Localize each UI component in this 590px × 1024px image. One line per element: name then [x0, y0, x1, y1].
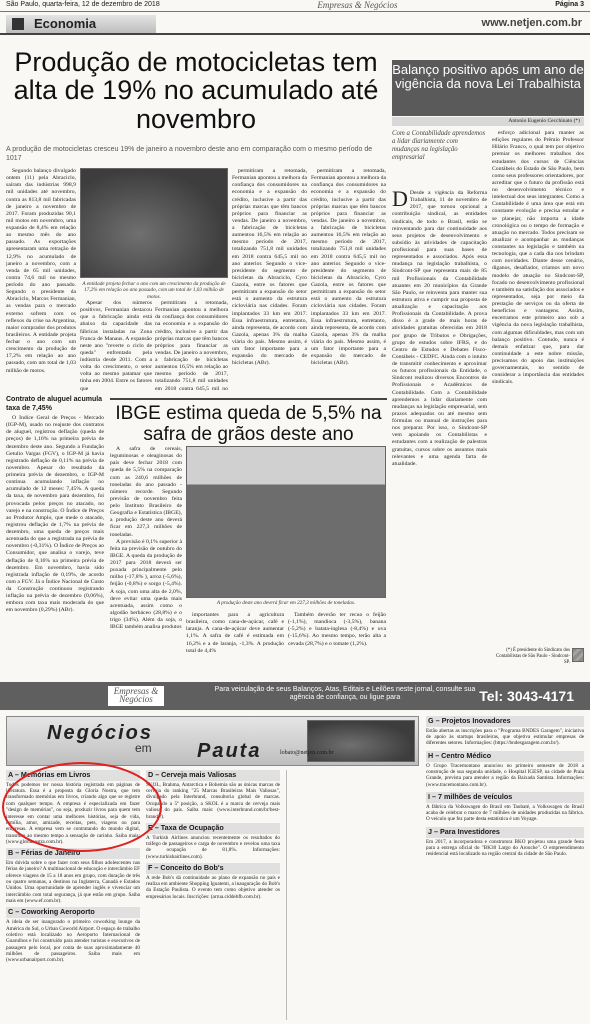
main-col-3a [155, 300, 228, 393]
pauta-item-title: C – Coworking Aeroporto [6, 907, 140, 918]
harvest-photo [186, 446, 386, 598]
pauta-item-title: E – Taxa de Ocupação [146, 823, 280, 834]
pauta-item-text: A ideia de ser inaugurado o primeiro coworking lounge da América do Sul, o Urban Coworld Airport. O espaço de trabalho coletivo está localizado no Aeroporto Internacional de Guarulhos e foi construído para atender turistas e executivos de passagem pelo local, por conta de suas aproximadamente 40 milhões de passageiros. Saiba mais em (www.urbanairport.com.br). [6, 919, 140, 964]
section-square-icon [12, 18, 24, 30]
pauta-item-title: D – Cerveja mais Valiosas [146, 770, 280, 781]
main-col-2 [80, 300, 152, 393]
pauta-item-text: A fábrica da Volkswagen do Brasil em Taubaté, a Volkswagen do Brasil acaba de celebrar o marco de 7 milhões de unidades produzidas na fábrica. O veículo que fez parte desta estatística é um Voyage. [426, 803, 584, 823]
pauta-item-text: Todos podemos ter nossa história registrada em páginas de literatura. Essa é a proposta da Gloria Nostra, que tem transformado memórias em livros, criando algo que se registre com qualquer tempo. A empresa é especializada em fazer "design de memórias", ou seja, produzir livros para quem tem interesse em contar uma melhores histórias, seja de vida, família, amor, amizade, receitas, pets, viagens ou para empresas. A empresa vem se contratando do mundo digital, transmite ao mesmo tempo a sensação de carinho. Saiba mais: (www.glorianostra.com.br). [6, 781, 140, 845]
pauta-title-em: em [135, 741, 152, 755]
main-col-3a-text: permitiram a retomada, Fermanian apontou a melhora da confiança dos consumidores na economia e a expansão do crédito, inclusive a partir das próprias marcas que têm bancos próprios para financiar as vendas. De janeiro a novembro, a fabricação de bicicletas aumentou 16,5% em relação ao mesmo período de 2017, totalizando 751,8 mil unidades em 2018 contra 645,5 mil no [155, 300, 228, 392]
ibge-col-3 [186, 612, 284, 674]
ibge-headline: IBGE estima queda de 5,5% na safra de grãos deste ano [110, 398, 387, 446]
opinion-col-2 [492, 130, 584, 644]
site-url[interactable]: www.netjen.com.br [481, 17, 582, 29]
dateline: São Paulo, quarta-feira, 12 de dezembro de 2018 [6, 1, 160, 9]
main-col-4-text: permitiram a retomada, Fermanian apontou a melhora da confiança dos consumidores na economia e a expansão do crédito, inclusive a partir das próprias marcas que têm bancos próprios para financiar as vendas. De janeiro a novembro, a fabricação de bicicletas aumentou 16,5% em relação ao mesmo período de 2017, totalizando 751,8 mil unidades em 2018 contra 645,5 mil no ano anterior. Segundo o vice-presidente do segmento de bicicletas da Abraciclo, Cyro Gazola, entre os fatores que permitiram a expansão do setor está o aumento da estrutura cicloviária nas cidades. Foram implantados 33 km em 2017. Essa infraestrutura, entretanto, ainda representa, de acordo com Gazola, apenas 3% da malha viária do país. Mesmo assim, é um fator importante para a expansão do mercado de bicicletas (ABr). [232, 168, 307, 367]
main-col-4 [232, 168, 307, 393]
pauta-item-title: A – Memórias em Livros [6, 770, 140, 781]
pauta-item [426, 792, 584, 823]
main-col-1-text: Segundo balanço divulgado ontem (11) pela Abraciclo, saíram das indústrias 998,9 mil unidades até novembro, contra as 813,8 mil fabricadas de janeiro a novembro de 2017. Foram produzidas 90,1 mil motos em novembro, uma expansão de 8,4% em relação ao mesmo mês do ano passado. As exportações apresentaram uma retração de 12,9% no acumulado de janeiro a novembro, com a venda de 65 mil unidades, contra 74,6 mil no mesmo período do ano passado. Segundo o presidente da Abraciclo, Marcos Fermanian, as vendas para o mercado externo sofrem com os reflexos da crise na Argentina, maior comprador dos produtos brasileiros. A entidade projeta fechar o ano com um crescimento da produção de 17,2% em relação ao ano passado, com um total de 1,03 milhão de motos. [6, 168, 76, 374]
page-header [0, 0, 590, 12]
motorcycle-photo [80, 168, 228, 278]
pauta-item [146, 823, 280, 860]
opinion-col-1 [392, 190, 487, 676]
pauta-item-title: J – Para Investidores [426, 827, 584, 838]
section-tab [6, 15, 156, 33]
author-photo [572, 648, 584, 662]
pauta-banner [6, 716, 419, 766]
harvest-photo-caption: A produção deste ano deverá ficar em 227,3 milhões de toneladas. [216, 600, 356, 606]
pauta-item-title: F – Conceito do Bob's [146, 863, 280, 874]
masthead-logo: Empresas & Negócios [317, 0, 398, 10]
pauta-item-text: SKOL, Brahma, Antarctica e Bohemia são as únicas marcas de cerveja do ranking "25 Marcas Brasileiras Mais Valiosas", divulgado pela Interbrand, consultoria global de marcas. Ocupando a 5ª posição, a SKOL é a marca de cerveja mais valiosa do país. Saiba mais: (www.interbrand.com/br/best-brands/). [146, 781, 280, 820]
pauta-item-title: I – 7 milhões de veículos [426, 792, 584, 803]
main-col-5 [311, 168, 386, 393]
pauta-title-2: Pauta [197, 740, 262, 762]
section-title: Economia [34, 16, 97, 31]
ad-logo: Empresas & Negócios [108, 686, 164, 706]
red-circle-annotation [2, 762, 162, 852]
main-col-2-text: Apesar dos números positivos, Fermanian destacou que a fabricação ainda está abaixo da capacidade das fábricas instaladas na Zona Franca de Manaus. A expansão neste ano "reverte o ciclo de queda" enfrentado pela indústria desde 2011. Com a volta do crescimento, o setor volta ao mesmo patamar que tinha em 2004. Entre os fatores que [80, 300, 152, 392]
aluguel-text: O Índice Geral de Preços - Mercado (IGP-M), usado no reajuste dos contratos de aluguel, registrou deflação (queda de preços) de 1,16% na primeira prévia de dezembro deste ano. Segundo a Fundação Getulio Vargas (FGV), o IGP-M já havia registrado deflação de 0,11% na prévia de novembro. Apesar do resultado da primeira prévia de dezembro, o IGP-M continua acumulando inflação no acumulado de 12 meses: 7,45%. A queda da taxa, de novembro para dezembro, foi provocada pelos preços no atacado, no varejo e na construção. O Índice de Preços ao Produtor Amplo, que mede o atacado, registrou deflação de 1,7% na prévia de dezembro, uma queda de preços mais acentuada do que a registrada na prévia de novembro (-0,31%). O Índice de Preços ao Consumidor, que analisa o varejo, teve deflação de 0,16% na primeira prévia de dezembro. Em novembro, havia sido registrada inflação de 0,19%, de acordo com a FGV. Já o Índice Nacional de Custo da Construção continuou registrando inflação na prévia de dezembro (0,06%), embora com taxa mais moderada do que em novembro (0,29%) (ABr). [6, 415, 104, 614]
opinion-signature: (*) É presidente do Sindicato dos Contabilistas de São Paulo - Sindcont-SP. [496, 648, 570, 665]
main-subheadline: A produção de motocicletas cresceu 19% de janeiro a novembro deste ano em comparação com o mesmo período de 1017 [6, 146, 373, 162]
opinion-col-1-text: Desde a vigência da Reforma Trabalhista, 11 de novembro de 2017, que tornou opcional a contribuição sindical, as entidades sindicais, de todo o Brasil, estão se reinventando para dar continuidade aos seus projetos de desenvolvimento e subsídio às atividades de capacitação profissional para suas bases de representados e associados. Após essa mudança na legislação trabalhista, o Sindcont-SP que representa mais de 85 mil Profissionais da Contabilidade atuantes em 20 municípios da Grande São Paulo, se reinventa para manter sua estrutura ativa e cumprir sua proposta de atualização e capacitação aos Profissionais da Contabilidade. A prova disso é a grade de mais horas de atividades gratuitas oferecidas em 2018 por grupo de Tributos e Obrigações, grupo de estudos sobre IFRS, e do Centro de Estudos e Debates Fisco-Contábeis - CEDFC. Ainda com o intuito de transmitir conhecimento e aproximar os futuros profissionais da Entidade, o Sindcont realizou diversos Encontros de Profissionais e Acadêmicos de Contabilidade. Com a Contabilidade aprendemos a lidar diariamente com mudanças na legislação empresarial, sem prazos adequados ou até mesmo sem fórmulas ou manual de instruções para nos preparar. Por isso, o Sindcont-SP vem apoiando os Contabilistas e estudantes com a realização de palestras gratuitas, cursos sobre os assuntos mais relevantes e uma agenda farta de atualidade. [392, 190, 487, 467]
aluguel-body [6, 415, 104, 677]
pauta-item-title: B – Férias de Janeiro [6, 848, 140, 859]
ad-phone[interactable]: Tel: 3043-4171 [479, 688, 574, 704]
pauta-item-text: Em dúvida sobre o que fazer com seus filhos adolescentes nas férias de janeiro? A multinacional de educação e intercâmbio EF oferece viagens de 15 a 18 anos em grupo, com duração de três ou quatro semanas, a destinos na Inglaterra, Canadá e Estados Unidos. Uma oportunidade de aprender inglês e vivenciar um intercâmbio com total segurança, já que estão em grupo. Saiba mais em (www.ef.com.br). [6, 860, 140, 905]
ibge-col-1 [110, 446, 182, 674]
motorcycle-photo-caption: A entidade projeta fechar o ano com um crescimento da produção de 17,2% em relação ao ano passado, com um total de 1,03 milhão de motos. [82, 281, 226, 300]
pauta-item [6, 848, 140, 904]
main-headline: Produção de motocicletas tem alta de 19% no acumulado até novembro [13, 47, 379, 134]
ad-band [0, 682, 590, 710]
ibge-col-3-text: importantes para a agricultura brasileira, como cana-de-açúcar, café e laranja. A cana-de-açúcar deve aumentar 1,1%. A safra de café é estimada em 16,2% e a de laranja, -1,3%. A produção total de 4,4% [186, 612, 284, 654]
opinion-lead: Com a Contabilidade aprendemos a lidar diariamente com mudanças na legislação empresarial [392, 130, 486, 162]
opinion-col-2-text: esforço adicional para manter as edições regulares do Prêmio Professor Hilário Franco, o qual tem por objetivo premiar os melhores trabalhos dos estudantes dos cursos de Ciências Contábeis do Estado de São Paulo, bem como seus professores orientadores, por acreditar que o futuro da profissão está no desenvolvimento técnico e intelectual dos seus integrantes. Como a Contabilidade é uma área que está em constante evolução e precisa estudar e se planejar, não importa a idade cronológica ou o tempo de formação e atuação no mercado. Todos precisam se atualizar e acompanhar as mudanças constantes na legislação e também na tecnologia, que a cada dia nos brindam com novidades. Diante desse cenário, diganos, desafiador, criamos um novo modelo de atuação no Sindcont-SP, focado no desenvolvimento profissional e também na satisfação dos associados e representados, seja por meio da prestação de serviços ou da oferta de benefícios e vantagens. Assim, encerramos este primeiro ano sob a vigência da nova legislação trabalhista, com algumas dificuldades, mas com um balanço positivo. Contudo, nunca é demais enfatizar que, para dar continuidade a este nobre missão, precisamos do apoio das instituições governamentais, no sentido de considerar a importância das entidades sindicais. [492, 130, 584, 386]
ibge-col-2-text: A previsão é 0,1% superior à feita na previsão de outubro do IBGE. A queda da produção de 2017 para 2018 deverá ser puxada principalmente pelo milho (-17,8% ), arroz (-5,6%), feijão (-0,8%) e sorgo (-5,4%). A soja, com uma alta de 2,0%, deve evitar uma queda mais acentuada, assim como o algodão herbáceo (28,8%) e o trigo (34%). Além da soja, o IBGE também analisa produtos [110, 538, 182, 631]
ibge-col-4-text: Também deverão ter recuo o feijão (-1,1%), mandioca (-3,5%), banana (-5,2%) e batata-inglesa (-8,4%) e uva (-15,6%). Ao mesmo tempo, terão alta a cevada (28,7%) e o tomate (1,2%). [288, 612, 386, 647]
main-col-5-text: permitiram a retomada, Fermanian apontou a melhora da confiança dos consumidores na economia e a expansão do crédito, inclusive a partir das próprias marcas que têm bancos próprios para financiar as vendas. De janeiro a novembro, a fabricação de bicicletas aumentou 16,5% em relação ao mesmo período de 2017, totalizando 751,8 mil unidades em 2018 contra 645,5 mil no ano anterior. Segundo o vice-presidente do segmento de bicicletas da Abraciclo, Cyro Gazola, entre os fatores que permitiram a expansão do setor está o aumento da estrutura cicloviária nas cidades. Foram implantados 33 km em 2017. Essa infraestrutura, entretanto, ainda representa, de acordo com Gazola, apenas 3% da malha viária do país. Mesmo assim, é um fator importante para a expansão do mercado de bicicletas (ABr). [311, 168, 386, 367]
pauta-email[interactable]: lobato@netjen.com.br [280, 750, 334, 756]
ibge-col-4 [288, 612, 386, 674]
pauta-item-text: O Grupo Tracemontano anunciou no primeiro semestre de 2018 a construção de sua segunda unidade, o Hospital IGESP, na cidade de Praia Grande, prevista para atender a região da Baixada Santista. Informações: (www.tracemontano.com.br). [426, 762, 584, 788]
ibge-col-1-text: A safra de cereais, leguminosas e oleaginosas do país deve fechar 2018 com queda de 5,5% na comparação com as 240,6 milhões de toneladas do ano passado - número recorde. Segundo previsão de novembro feita pelo Instituto Brasileiro de Geografia e Estatística (IBGE), a produção deste ano deverá ficar em 227,3 milhões de toneladas. [110, 446, 182, 538]
section-bar [0, 13, 590, 35]
pauta-item-text: Em 2017, a incorporadora e construtora BKO projetou uma grande festa para a entrega oficial do "BK30 Largo do Arouche". O empreendimento residencial está localizado na região central da cidade de São Paulo. [426, 838, 584, 858]
pauta-divider [286, 770, 420, 1020]
pauta-item [146, 770, 280, 820]
pauta-col-2 [146, 770, 280, 1020]
pauta-item [6, 907, 140, 963]
pauta-title-1: Negócios [47, 722, 154, 744]
pauta-item [426, 827, 584, 858]
dropcap-letter: D [392, 190, 408, 211]
pauta-item-text: Estão abertas as inscrições para o "Programa BNDES Garagem", iniciativa de apoio às startups brasileiras, que objetiva estimular empresas de diferentes setores. Informações: (https://bndesgaragem.com.br/). [426, 727, 584, 747]
pauta-item-text: A rede Bob's dá continuidade ao plano de expansão no país e realiza em ambiente Shopping Iguatemi, a inauguração do Bob's da Estação Paulista. O evento tem como objetivo atender os empresários locais. Inscrições: (arrua.ciddebfb.com.br). [146, 874, 280, 900]
aluguel-article [6, 396, 104, 676]
pauta-item [426, 716, 584, 747]
ad-text: Para veiculação de seus Balanços, Atas, Editais e Leilões neste jornal, consulte sua agência de confiança, ou ligue para [214, 686, 476, 702]
main-col-1 [6, 168, 76, 393]
pauta-col-3 [426, 716, 584, 1020]
pauta-item [426, 751, 584, 788]
pauta-item-title: G – Projetos Inovadores [426, 716, 584, 727]
page-number: Página 3 [555, 1, 584, 9]
pauta-item-title: H – Centro Médico [426, 751, 584, 762]
pauta-item-text: A Turkish Airlines anunciou recentemente os resultados do tráfego de passageiros e carga de novembro e revelou uma taxa de ocupação de 81,8%. Informações: (www.turkishairlines.com). [146, 834, 280, 860]
pauta-item [146, 863, 280, 900]
aluguel-title: Contrato de aluguel acumula taxa de 7,45% [6, 396, 103, 412]
opinion-author: Antonio Eugenio Cecchinato (*) [392, 117, 584, 126]
opinion-headline: Balanço positivo após um ano de vigência da nova Lei Trabalhista [392, 60, 584, 116]
